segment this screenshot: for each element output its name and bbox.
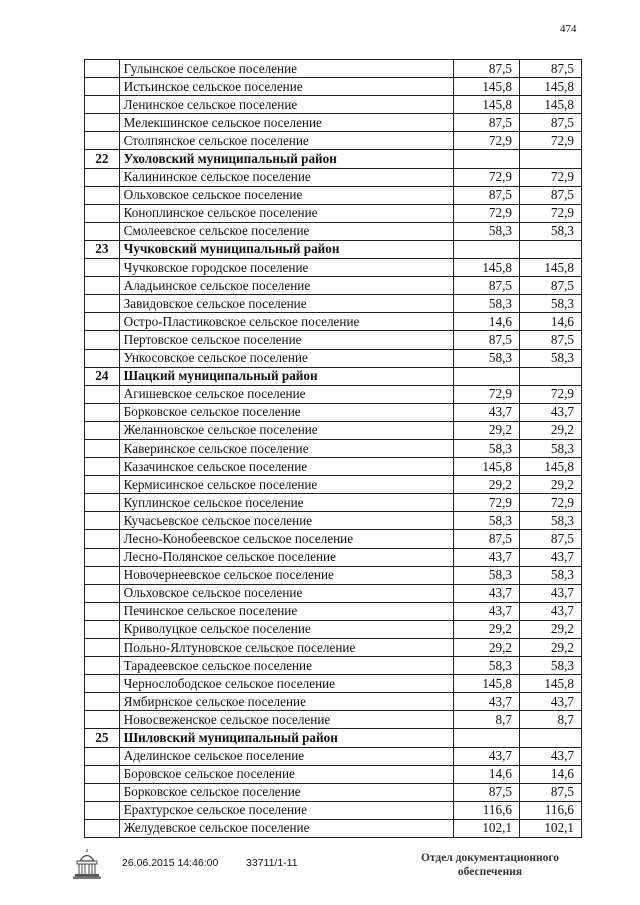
value-cell-1: 72,9 [453, 168, 519, 186]
row-number-cell [85, 747, 120, 765]
settlement-row [85, 711, 582, 729]
value-cell-2: 29,2 [519, 620, 581, 638]
settlement-row [85, 602, 582, 620]
settlement-row [85, 620, 582, 638]
settlement-row [85, 566, 582, 584]
value-cell-1: 43,7 [453, 548, 519, 566]
settlement-name-cell: Ольховское сельское поселение [119, 186, 453, 204]
settlement-row [85, 114, 582, 132]
value-cell-1: 43,7 [453, 584, 519, 602]
district-header-row [85, 240, 582, 258]
row-number-cell [85, 295, 120, 313]
value-cell-1: 87,5 [453, 530, 519, 548]
value-cell-1: 8,7 [453, 711, 519, 729]
settlement-name-cell: Ухоловский муниципальный район [119, 150, 453, 168]
settlement-name-cell: Столпянское сельское поселение [119, 132, 453, 150]
settlement-name-cell: Аделинское сельское поселение [119, 747, 453, 765]
settlement-name-cell: Лесно-Конобеевское сельское поселение [119, 530, 453, 548]
settlement-name-cell: Коноплинское сельское поселение [119, 204, 453, 222]
settlement-name-cell: Желудевское сельское поселение [119, 819, 453, 837]
value-cell-1: 87,5 [453, 186, 519, 204]
value-cell-2: 145,8 [519, 96, 581, 114]
value-cell-1: 29,2 [453, 476, 519, 494]
settlement-row [85, 385, 582, 403]
settlement-row [85, 96, 582, 114]
value-cell-1 [453, 240, 519, 258]
page-number: 474 [560, 23, 577, 35]
row-number-cell [85, 783, 120, 801]
value-cell-2 [519, 367, 581, 385]
row-number-cell [85, 114, 120, 132]
value-cell-1: 87,5 [453, 114, 519, 132]
value-cell-2: 87,5 [519, 783, 581, 801]
row-number-cell [85, 602, 120, 620]
settlement-name-cell: Тарадеевское сельское поселение [119, 657, 453, 675]
row-number-cell [85, 132, 120, 150]
value-cell-1: 87,5 [453, 331, 519, 349]
settlement-name-cell: Чучковский муниципальный район [119, 240, 453, 258]
row-number-cell [85, 60, 120, 78]
settlement-name-cell: Печинское сельское поселение [119, 602, 453, 620]
value-cell-1: 14,6 [453, 765, 519, 783]
settlement-name-cell: Пертовское сельское поселение [119, 331, 453, 349]
value-cell-1: 145,8 [453, 458, 519, 476]
value-cell-2: 72,9 [519, 204, 581, 222]
value-cell-1: 43,7 [453, 747, 519, 765]
value-cell-2: 72,9 [519, 494, 581, 512]
value-cell-2: 58,3 [519, 295, 581, 313]
row-number-cell [85, 476, 120, 494]
settlement-name-cell: Каверинское сельское поселение [119, 439, 453, 457]
row-number-cell [85, 494, 120, 512]
settlement-name-cell: Ольховское сельское поселение [119, 584, 453, 602]
value-cell-1: 58,3 [453, 512, 519, 530]
row-number-cell [85, 620, 120, 638]
row-number-cell: 25 [85, 729, 120, 747]
settlement-row [85, 168, 582, 186]
settlement-row [85, 530, 582, 548]
value-cell-1: 72,9 [453, 494, 519, 512]
row-number-cell: 23 [85, 240, 120, 258]
settlement-row [85, 693, 582, 711]
settlement-name-cell: Борковское сельское поселение [119, 783, 453, 801]
value-cell-1: 58,3 [453, 222, 519, 240]
value-cell-1: 43,7 [453, 403, 519, 421]
district-header-row [85, 729, 582, 747]
row-number-cell [85, 204, 120, 222]
settlement-name-cell: Калининское сельское поселение [119, 168, 453, 186]
row-number-cell [85, 657, 120, 675]
value-cell-1: 72,9 [453, 385, 519, 403]
value-cell-2: 14,6 [519, 765, 581, 783]
value-cell-1: 58,3 [453, 439, 519, 457]
value-cell-2: 145,8 [519, 675, 581, 693]
allocation-table [84, 59, 582, 838]
settlement-row [85, 783, 582, 801]
settlement-name-cell: Аладьинское сельское поселение [119, 277, 453, 295]
settlement-name-cell: Шиловский муниципальный район [119, 729, 453, 747]
value-cell-2: 58,3 [519, 512, 581, 530]
settlement-name-cell: Боровское сельское поселение [119, 765, 453, 783]
value-cell-2: 58,3 [519, 657, 581, 675]
table-body [85, 60, 582, 838]
settlement-name-cell: Польно-Ялтуновское сельское поселение [119, 639, 453, 657]
value-cell-2: 43,7 [519, 584, 581, 602]
settlement-name-cell: Ленинское сельское поселение [119, 96, 453, 114]
row-number-cell [85, 222, 120, 240]
value-cell-1: 87,5 [453, 783, 519, 801]
settlement-row [85, 548, 582, 566]
document-timestamp: 26.06.2015 14:46:00 [122, 857, 219, 869]
value-cell-2: 43,7 [519, 747, 581, 765]
value-cell-2: 87,5 [519, 186, 581, 204]
value-cell-1: 58,3 [453, 657, 519, 675]
row-number-cell [85, 693, 120, 711]
settlement-name-cell: Ямбирнское сельское поселение [119, 693, 453, 711]
settlement-row [85, 819, 582, 837]
settlement-name-cell: Новочернеевское сельское поселение [119, 566, 453, 584]
value-cell-2: 72,9 [519, 168, 581, 186]
settlement-name-cell: Чернослободское сельское поселение [119, 675, 453, 693]
value-cell-1: 14,6 [453, 313, 519, 331]
value-cell-2: 29,2 [519, 476, 581, 494]
value-cell-2: 145,8 [519, 458, 581, 476]
settlement-name-cell: Чучковское городское поселение [119, 259, 453, 277]
settlement-row [85, 259, 582, 277]
value-cell-1: 102,1 [453, 819, 519, 837]
value-cell-2 [519, 729, 581, 747]
settlement-row [85, 60, 582, 78]
settlement-name-cell: Шацкий муниципальный район [119, 367, 453, 385]
value-cell-2 [519, 240, 581, 258]
row-number-cell [85, 331, 120, 349]
value-cell-1: 116,6 [453, 801, 519, 819]
settlement-row [85, 584, 582, 602]
value-cell-2: 58,3 [519, 222, 581, 240]
value-cell-1: 145,8 [453, 78, 519, 96]
row-number-cell [85, 512, 120, 530]
value-cell-2: 87,5 [519, 331, 581, 349]
row-number-cell [85, 277, 120, 295]
settlement-row [85, 657, 582, 675]
settlement-row [85, 186, 582, 204]
value-cell-2: 87,5 [519, 114, 581, 132]
settlement-name-cell: Лесно-Полянское сельское поселение [119, 548, 453, 566]
value-cell-2: 58,3 [519, 439, 581, 457]
settlement-name-cell: Остро-Пластиковское сельское поселение [119, 313, 453, 331]
value-cell-2: 29,2 [519, 421, 581, 439]
value-cell-2: 43,7 [519, 693, 581, 711]
settlement-row [85, 295, 582, 313]
value-cell-2: 102,1 [519, 819, 581, 837]
settlement-name-cell: Криволуцкое сельское поселение [119, 620, 453, 638]
row-number-cell [85, 566, 120, 584]
document-number: 33711/1-11 [246, 857, 298, 869]
settlement-name-cell: Борковское сельское поселение [119, 403, 453, 421]
settlement-row [85, 222, 582, 240]
settlement-name-cell: Ерахтурское сельское поселение [119, 801, 453, 819]
parliament-building-icon [72, 847, 102, 881]
row-number-cell [85, 168, 120, 186]
department-line-1: Отдел документационного [420, 852, 560, 864]
settlement-row [85, 204, 582, 222]
value-cell-1: 87,5 [453, 60, 519, 78]
value-cell-2: 145,8 [519, 259, 581, 277]
value-cell-2: 145,8 [519, 78, 581, 96]
row-number-cell [85, 584, 120, 602]
row-number-cell [85, 548, 120, 566]
settlement-name-cell: Мелекшинское сельское поселение [119, 114, 453, 132]
value-cell-2: 87,5 [519, 277, 581, 295]
settlement-row [85, 331, 582, 349]
settlement-row [85, 476, 582, 494]
row-number-cell [85, 385, 120, 403]
row-number-cell [85, 439, 120, 457]
value-cell-1 [453, 729, 519, 747]
settlement-row [85, 349, 582, 367]
settlement-name-cell: Куплинское сельское поселение [119, 494, 453, 512]
value-cell-1: 145,8 [453, 259, 519, 277]
row-number-cell [85, 349, 120, 367]
row-number-cell [85, 801, 120, 819]
settlement-row [85, 439, 582, 457]
settlement-row [85, 675, 582, 693]
settlement-name-cell: Смолеевское сельское поселение [119, 222, 453, 240]
value-cell-1 [453, 150, 519, 168]
settlement-name-cell: Кермисинское сельское поселение [119, 476, 453, 494]
row-number-cell [85, 403, 120, 421]
settlement-row [85, 403, 582, 421]
row-number-cell: 22 [85, 150, 120, 168]
settlement-row [85, 639, 582, 657]
row-number-cell: 24 [85, 367, 120, 385]
settlement-name-cell: Гулынское сельское поселение [119, 60, 453, 78]
settlement-row [85, 313, 582, 331]
row-number-cell [85, 78, 120, 96]
settlement-name-cell: Завидовское сельское поселение [119, 295, 453, 313]
settlement-row [85, 494, 582, 512]
value-cell-1: 58,3 [453, 566, 519, 584]
row-number-cell [85, 711, 120, 729]
value-cell-2: 14,6 [519, 313, 581, 331]
settlement-name-cell: Казачинское сельское поселение [119, 458, 453, 476]
settlement-name-cell: Желанновское сельское поселение [119, 421, 453, 439]
value-cell-2: 8,7 [519, 711, 581, 729]
row-number-cell [85, 259, 120, 277]
row-number-cell [85, 819, 120, 837]
row-number-cell [85, 675, 120, 693]
value-cell-1: 29,2 [453, 620, 519, 638]
value-cell-1: 72,9 [453, 204, 519, 222]
row-number-cell [85, 421, 120, 439]
value-cell-1: 58,3 [453, 349, 519, 367]
footer [0, 847, 640, 897]
value-cell-2: 29,2 [519, 639, 581, 657]
settlement-name-cell: Агишевское сельское поселение [119, 385, 453, 403]
settlement-row [85, 765, 582, 783]
district-header-row [85, 150, 582, 168]
settlement-row [85, 458, 582, 476]
value-cell-1: 29,2 [453, 421, 519, 439]
settlement-row [85, 747, 582, 765]
settlement-name-cell: Новосвеженское сельское поселение [119, 711, 453, 729]
value-cell-1: 29,2 [453, 639, 519, 657]
department-line-2: обеспечения [457, 866, 523, 878]
value-cell-2 [519, 150, 581, 168]
row-number-cell [85, 458, 120, 476]
value-cell-1: 43,7 [453, 693, 519, 711]
value-cell-1: 43,7 [453, 602, 519, 620]
value-cell-1: 145,8 [453, 675, 519, 693]
value-cell-1: 72,9 [453, 132, 519, 150]
department-stamp [410, 851, 570, 879]
row-number-cell [85, 530, 120, 548]
value-cell-2: 87,5 [519, 60, 581, 78]
settlement-row [85, 421, 582, 439]
value-cell-2: 58,3 [519, 566, 581, 584]
value-cell-2: 116,6 [519, 801, 581, 819]
settlement-row [85, 801, 582, 819]
row-number-cell [85, 96, 120, 114]
row-number-cell [85, 639, 120, 657]
value-cell-1 [453, 367, 519, 385]
value-cell-2: 87,5 [519, 530, 581, 548]
settlement-row [85, 78, 582, 96]
settlement-name-cell: Ункосовское сельское поселение [119, 349, 453, 367]
value-cell-2: 58,3 [519, 349, 581, 367]
settlement-row [85, 277, 582, 295]
value-cell-1: 87,5 [453, 277, 519, 295]
value-cell-1: 58,3 [453, 295, 519, 313]
value-cell-2: 43,7 [519, 403, 581, 421]
settlement-row [85, 512, 582, 530]
value-cell-1: 145,8 [453, 96, 519, 114]
row-number-cell [85, 186, 120, 204]
value-cell-2: 43,7 [519, 602, 581, 620]
district-header-row [85, 367, 582, 385]
value-cell-2: 72,9 [519, 132, 581, 150]
row-number-cell [85, 313, 120, 331]
settlement-row [85, 132, 582, 150]
value-cell-2: 43,7 [519, 548, 581, 566]
row-number-cell [85, 765, 120, 783]
settlement-name-cell: Кучасьевское сельское поселение [119, 512, 453, 530]
value-cell-2: 72,9 [519, 385, 581, 403]
settlement-name-cell: Истьинское сельское поселение [119, 78, 453, 96]
